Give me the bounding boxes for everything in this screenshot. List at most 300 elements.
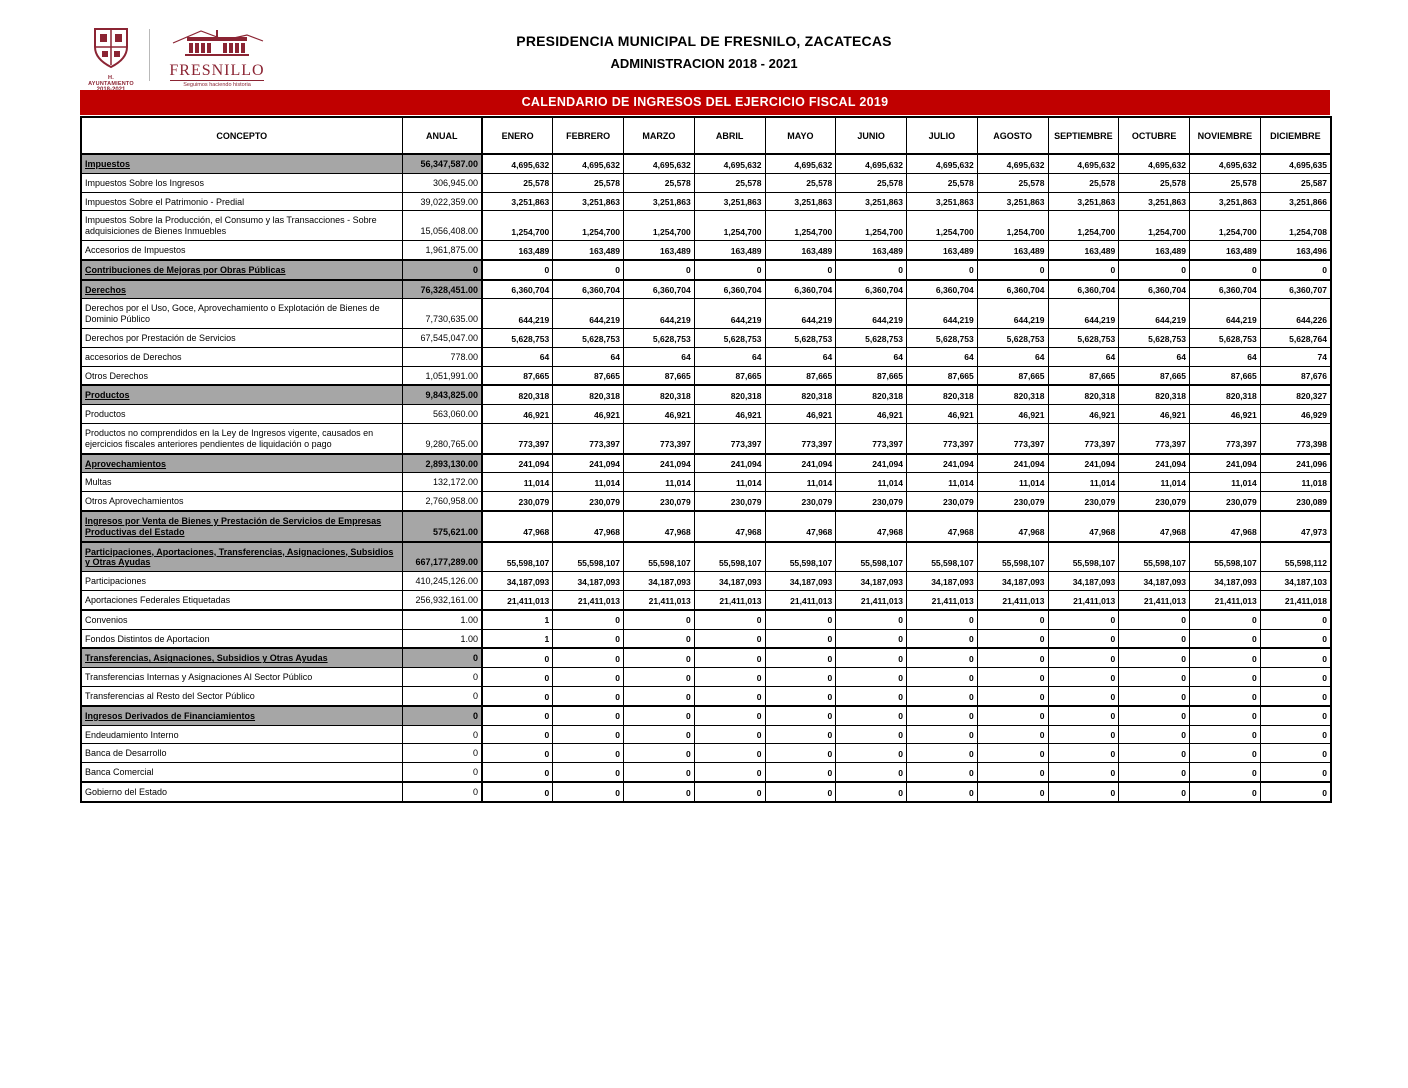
month-value-cell: 6,360,707 [1260,280,1331,299]
table-row [81,763,1331,782]
table-row [81,405,1331,424]
month-value-cell: 55,598,107 [694,542,765,572]
month-value-cell: 0 [482,648,553,667]
month-value-cell: 34,187,093 [907,572,978,591]
month-value-cell: 0 [1119,763,1190,782]
month-value-cell: 34,187,093 [836,572,907,591]
month-value-cell: 25,578 [836,173,907,192]
month-value-cell: 773,397 [553,423,624,453]
month-value-cell: 820,318 [1048,385,1119,404]
month-value-cell: 0 [1260,629,1331,648]
month-value-cell: 34,187,093 [1190,572,1261,591]
month-value-cell: 46,921 [624,405,695,424]
month-value-cell: 0 [1260,725,1331,744]
month-value-cell: 64 [1119,347,1190,366]
month-value-cell: 820,318 [836,385,907,404]
concept-cell: Productos [81,385,402,404]
month-value-cell: 1 [482,629,553,648]
month-value-cell: 230,079 [765,492,836,511]
table-row [81,173,1331,192]
anual-value-cell: 2,760,958.00 [402,492,482,511]
month-value-cell: 1,254,700 [482,211,553,241]
month-value-cell: 25,578 [1119,173,1190,192]
concept-cell: Impuestos Sobre los Ingresos [81,173,402,192]
month-value-cell: 21,411,013 [1048,590,1119,609]
month-value-cell: 0 [1048,668,1119,687]
month-value-cell: 820,318 [694,385,765,404]
anual-value-cell: 0 [402,706,482,725]
month-value-cell: 0 [836,686,907,705]
month-value-cell: 64 [553,347,624,366]
month-value-cell: 46,921 [977,405,1048,424]
concept-cell: Convenios [81,610,402,629]
month-value-cell: 163,489 [907,240,978,259]
concept-cell: Impuestos Sobre la Producción, el Consumo y las Transacciones - Sobre adquisiciones de Bienes Inmuebles [81,211,402,241]
concept-cell: Derechos [81,280,402,299]
month-value-cell: 0 [907,610,978,629]
month-value-cell: 0 [694,725,765,744]
table-row [81,423,1331,453]
month-value-cell: 0 [1048,610,1119,629]
month-value-cell: 0 [1190,668,1261,687]
month-value-cell: 0 [977,260,1048,280]
month-value-cell: 241,094 [836,454,907,473]
concept-cell: Multas [81,473,402,492]
month-value-cell: 25,587 [1260,173,1331,192]
month-value-cell: 0 [482,763,553,782]
column-header-julio: JULIO [907,117,978,154]
month-value-cell: 6,360,704 [624,280,695,299]
month-value-cell: 644,226 [1260,299,1331,329]
month-value-cell: 34,187,093 [482,572,553,591]
concept-cell: Fondos Distintos de Aportacion [81,629,402,648]
month-value-cell: 46,921 [553,405,624,424]
concept-cell: Productos no comprendidos en la Ley de Ingresos vigente, causados en ejercicios fiscales anteriores pendientes de liquidación o pago [81,423,402,453]
month-value-cell: 644,219 [977,299,1048,329]
month-value-cell: 820,318 [977,385,1048,404]
month-value-cell: 0 [836,706,907,725]
concept-cell: Banca de Desarrollo [81,744,402,763]
month-value-cell: 0 [1190,260,1261,280]
concept-cell: Otros Aprovechamientos [81,492,402,511]
concept-cell: Impuestos [81,154,402,173]
month-value-cell: 87,665 [694,366,765,385]
month-value-cell: 0 [765,763,836,782]
month-value-cell: 241,094 [1119,454,1190,473]
month-value-cell: 3,251,863 [553,192,624,211]
anual-value-cell: 410,245,126.00 [402,572,482,591]
anual-value-cell: 1.00 [402,610,482,629]
month-value-cell: 6,360,704 [1190,280,1261,299]
anual-value-cell: 2,893,130.00 [402,454,482,473]
month-value-cell: 1 [482,610,553,629]
table-row [81,492,1331,511]
month-value-cell: 34,187,093 [624,572,695,591]
anual-value-cell: 132,172.00 [402,473,482,492]
month-value-cell: 0 [1119,782,1190,802]
month-value-cell: 11,014 [553,473,624,492]
month-value-cell: 0 [1190,725,1261,744]
month-value-cell: 0 [1260,648,1331,667]
month-value-cell: 644,219 [1190,299,1261,329]
month-value-cell: 0 [482,668,553,687]
anual-value-cell: 563,060.00 [402,405,482,424]
month-value-cell: 21,411,013 [624,590,695,609]
column-header-concepto: CONCEPTO [81,117,402,154]
month-value-cell: 0 [694,744,765,763]
month-value-cell: 3,251,863 [765,192,836,211]
month-value-cell: 87,665 [836,366,907,385]
month-value-cell: 820,318 [1119,385,1190,404]
month-value-cell: 47,968 [694,511,765,542]
table-row [81,782,1331,802]
month-value-cell: 644,219 [553,299,624,329]
month-value-cell: 0 [977,706,1048,725]
month-value-cell: 87,665 [482,366,553,385]
month-value-cell: 11,014 [1190,473,1261,492]
month-value-cell: 0 [836,668,907,687]
anual-value-cell: 76,328,451.00 [402,280,482,299]
concept-cell: Ingresos Derivados de Financiamientos [81,706,402,725]
month-value-cell: 6,360,704 [1048,280,1119,299]
month-value-cell: 0 [1119,686,1190,705]
month-value-cell: 163,489 [482,240,553,259]
fresnillo-tagline: Seguimos haciendo historia [170,80,264,88]
column-header-anual: ANUAL [402,117,482,154]
month-value-cell: 64 [907,347,978,366]
section-row [81,260,1331,280]
month-value-cell: 87,665 [765,366,836,385]
month-value-cell: 0 [1048,629,1119,648]
month-value-cell: 163,489 [694,240,765,259]
month-value-cell: 25,578 [624,173,695,192]
month-value-cell: 0 [694,260,765,280]
month-value-cell: 0 [1119,629,1190,648]
month-value-cell: 0 [907,763,978,782]
month-value-cell: 1,254,700 [977,211,1048,241]
month-value-cell: 241,094 [482,454,553,473]
table-row [81,347,1331,366]
anual-value-cell: 39,022,359.00 [402,192,482,211]
section-row [81,385,1331,404]
month-value-cell: 773,398 [1260,423,1331,453]
month-value-cell: 0 [694,648,765,667]
month-value-cell: 0 [1190,648,1261,667]
section-row [81,648,1331,667]
column-header-septiembre: SEPTIEMBRE [1048,117,1119,154]
concept-cell: Gobierno del Estado [81,782,402,802]
anual-value-cell: 778.00 [402,347,482,366]
concept-cell: Derechos por el Uso, Goce, Aprovechamiento o Explotación de Bienes de Dominio Público [81,299,402,329]
month-value-cell: 820,318 [482,385,553,404]
month-value-cell: 0 [765,629,836,648]
month-value-cell: 87,665 [1119,366,1190,385]
table-row [81,240,1331,259]
month-value-cell: 0 [1260,763,1331,782]
month-value-cell: 773,397 [836,423,907,453]
month-value-cell: 5,628,753 [1119,328,1190,347]
month-value-cell: 230,079 [1119,492,1190,511]
month-value-cell: 163,489 [1190,240,1261,259]
month-value-cell: 163,496 [1260,240,1331,259]
month-value-cell: 241,094 [977,454,1048,473]
month-value-cell: 820,318 [624,385,695,404]
month-value-cell: 0 [836,260,907,280]
month-value-cell: 21,411,013 [694,590,765,609]
section-row [81,706,1331,725]
month-value-cell: 820,318 [1190,385,1261,404]
month-value-cell: 0 [1048,782,1119,802]
column-header-mayo: MAYO [765,117,836,154]
month-value-cell: 0 [977,648,1048,667]
month-value-cell: 0 [1190,744,1261,763]
month-value-cell: 0 [624,744,695,763]
month-value-cell: 0 [907,782,978,802]
month-value-cell: 55,598,107 [624,542,695,572]
column-header-junio: JUNIO [836,117,907,154]
month-value-cell: 47,968 [624,511,695,542]
month-value-cell: 0 [765,668,836,687]
month-value-cell: 0 [977,629,1048,648]
month-value-cell: 0 [907,629,978,648]
month-value-cell: 0 [765,782,836,802]
anual-value-cell: 9,843,825.00 [402,385,482,404]
document-title: PRESIDENCIA MUNICIPAL DE FRESNILO, ZACATECAS [516,33,892,49]
month-value-cell: 4,695,632 [482,154,553,173]
month-value-cell: 0 [1048,648,1119,667]
month-value-cell: 0 [1119,260,1190,280]
month-value-cell: 0 [907,686,978,705]
month-value-cell: 0 [836,648,907,667]
month-value-cell: 87,665 [553,366,624,385]
month-value-cell: 0 [977,744,1048,763]
month-value-cell: 64 [1048,347,1119,366]
month-value-cell: 241,094 [1190,454,1261,473]
month-value-cell: 0 [624,648,695,667]
anual-value-cell: 0 [402,668,482,687]
table-row [81,668,1331,687]
month-value-cell: 0 [1119,706,1190,725]
column-header-abril: ABRIL [694,117,765,154]
month-value-cell: 21,411,018 [1260,590,1331,609]
month-value-cell: 644,219 [907,299,978,329]
month-value-cell: 21,411,013 [907,590,978,609]
table-row [81,473,1331,492]
month-value-cell: 5,628,753 [765,328,836,347]
month-value-cell: 11,014 [765,473,836,492]
column-header-octubre: OCTUBRE [1119,117,1190,154]
anual-value-cell: 1,961,875.00 [402,240,482,259]
month-value-cell: 0 [765,610,836,629]
month-value-cell: 0 [1260,686,1331,705]
month-value-cell: 46,921 [907,405,978,424]
month-value-cell: 0 [553,686,624,705]
month-value-cell: 241,094 [624,454,695,473]
table-row [81,686,1331,705]
concept-cell: Endeudamiento Interno [81,725,402,744]
month-value-cell: 241,094 [907,454,978,473]
month-value-cell: 0 [1190,686,1261,705]
month-value-cell: 74 [1260,347,1331,366]
month-value-cell: 0 [907,706,978,725]
month-value-cell: 163,489 [1119,240,1190,259]
month-value-cell: 820,327 [1260,385,1331,404]
month-value-cell: 230,079 [907,492,978,511]
month-value-cell: 0 [836,725,907,744]
month-value-cell: 0 [836,744,907,763]
month-value-cell: 55,598,107 [482,542,553,572]
month-value-cell: 46,921 [694,405,765,424]
month-value-cell: 0 [1190,629,1261,648]
month-value-cell: 1,254,700 [907,211,978,241]
month-value-cell: 55,598,107 [977,542,1048,572]
month-value-cell: 644,219 [1119,299,1190,329]
month-value-cell: 1,254,700 [1119,211,1190,241]
anual-value-cell: 0 [402,744,482,763]
month-value-cell: 64 [977,347,1048,366]
concept-cell: Ingresos por Venta de Bienes y Prestación de Servicios de Empresas Productivas del Estado [81,511,402,542]
column-header-enero: ENERO [482,117,553,154]
month-value-cell: 0 [1119,668,1190,687]
month-value-cell: 4,695,632 [907,154,978,173]
month-value-cell: 25,578 [907,173,978,192]
month-value-cell: 230,079 [836,492,907,511]
month-value-cell: 0 [624,763,695,782]
month-value-cell: 0 [553,629,624,648]
month-value-cell: 4,695,632 [1048,154,1119,173]
anual-value-cell: 0 [402,648,482,667]
month-value-cell: 46,921 [1190,405,1261,424]
column-header-febrero: FEBRERO [553,117,624,154]
month-value-cell: 0 [624,668,695,687]
month-value-cell: 34,187,103 [1260,572,1331,591]
month-value-cell: 230,079 [1190,492,1261,511]
month-value-cell: 47,968 [977,511,1048,542]
month-value-cell: 4,695,632 [765,154,836,173]
month-value-cell: 3,251,866 [1260,192,1331,211]
anual-value-cell: 1,051,991.00 [402,366,482,385]
ingresos-table [80,116,1332,803]
month-value-cell: 55,598,107 [553,542,624,572]
month-value-cell: 1,254,700 [765,211,836,241]
month-value-cell: 4,695,632 [836,154,907,173]
month-value-cell: 21,411,013 [482,590,553,609]
table-row [81,744,1331,763]
month-value-cell: 0 [694,610,765,629]
month-value-cell: 0 [553,260,624,280]
month-value-cell: 0 [765,648,836,667]
month-value-cell: 163,489 [1048,240,1119,259]
month-value-cell: 6,360,704 [1119,280,1190,299]
month-value-cell: 4,695,632 [553,154,624,173]
month-value-cell: 0 [1190,610,1261,629]
month-value-cell: 4,695,632 [1190,154,1261,173]
month-value-cell: 0 [694,763,765,782]
document-titles [0,33,1408,71]
month-value-cell: 773,397 [624,423,695,453]
month-value-cell: 1,254,700 [553,211,624,241]
month-value-cell: 0 [482,706,553,725]
section-row [81,280,1331,299]
month-value-cell: 64 [836,347,907,366]
month-value-cell: 0 [907,648,978,667]
month-value-cell: 0 [482,744,553,763]
month-value-cell: 11,014 [482,473,553,492]
section-row [81,154,1331,173]
month-value-cell: 25,578 [977,173,1048,192]
month-value-cell: 47,968 [765,511,836,542]
month-value-cell: 1,254,700 [1048,211,1119,241]
month-value-cell: 230,079 [694,492,765,511]
anual-value-cell: 0 [402,725,482,744]
month-value-cell: 5,628,753 [1190,328,1261,347]
month-value-cell: 6,360,704 [482,280,553,299]
month-value-cell: 0 [1119,648,1190,667]
month-value-cell: 1,254,700 [1190,211,1261,241]
month-value-cell: 644,219 [624,299,695,329]
month-value-cell: 64 [765,347,836,366]
table-row [81,572,1331,591]
month-value-cell: 230,089 [1260,492,1331,511]
month-value-cell: 0 [553,648,624,667]
month-value-cell: 773,397 [1048,423,1119,453]
month-value-cell: 87,665 [1190,366,1261,385]
month-value-cell: 0 [1119,610,1190,629]
month-value-cell: 87,665 [977,366,1048,385]
concept-cell: Impuestos Sobre el Patrimonio - Predial [81,192,402,211]
month-value-cell: 0 [624,610,695,629]
month-value-cell: 230,079 [977,492,1048,511]
month-value-cell: 163,489 [977,240,1048,259]
month-value-cell: 47,968 [1119,511,1190,542]
month-value-cell: 0 [1260,260,1331,280]
month-value-cell: 0 [553,763,624,782]
month-value-cell: 1,254,700 [694,211,765,241]
month-value-cell: 46,929 [1260,405,1331,424]
month-value-cell: 241,094 [1048,454,1119,473]
month-value-cell: 6,360,704 [977,280,1048,299]
month-value-cell: 644,219 [482,299,553,329]
month-value-cell: 87,676 [1260,366,1331,385]
month-value-cell: 5,628,753 [694,328,765,347]
month-value-cell: 0 [1119,725,1190,744]
month-value-cell: 87,665 [907,366,978,385]
month-value-cell: 21,411,013 [1119,590,1190,609]
month-value-cell: 773,397 [977,423,1048,453]
month-value-cell: 5,628,753 [553,328,624,347]
month-value-cell: 230,079 [553,492,624,511]
month-value-cell: 6,360,704 [836,280,907,299]
month-value-cell: 6,360,704 [553,280,624,299]
anual-value-cell: 15,056,408.00 [402,211,482,241]
month-value-cell: 64 [694,347,765,366]
month-value-cell: 0 [553,610,624,629]
month-value-cell: 0 [553,725,624,744]
table-row [81,629,1331,648]
month-value-cell: 241,094 [765,454,836,473]
table-row [81,725,1331,744]
month-value-cell: 46,921 [482,405,553,424]
month-value-cell: 0 [1260,706,1331,725]
month-value-cell: 5,628,753 [977,328,1048,347]
month-value-cell: 1,254,708 [1260,211,1331,241]
month-value-cell: 11,014 [907,473,978,492]
month-value-cell: 55,598,112 [1260,542,1331,572]
month-value-cell: 55,598,107 [907,542,978,572]
month-value-cell: 0 [482,260,553,280]
anual-value-cell: 67,545,047.00 [402,328,482,347]
concept-cell: Accesorios de Impuestos [81,240,402,259]
